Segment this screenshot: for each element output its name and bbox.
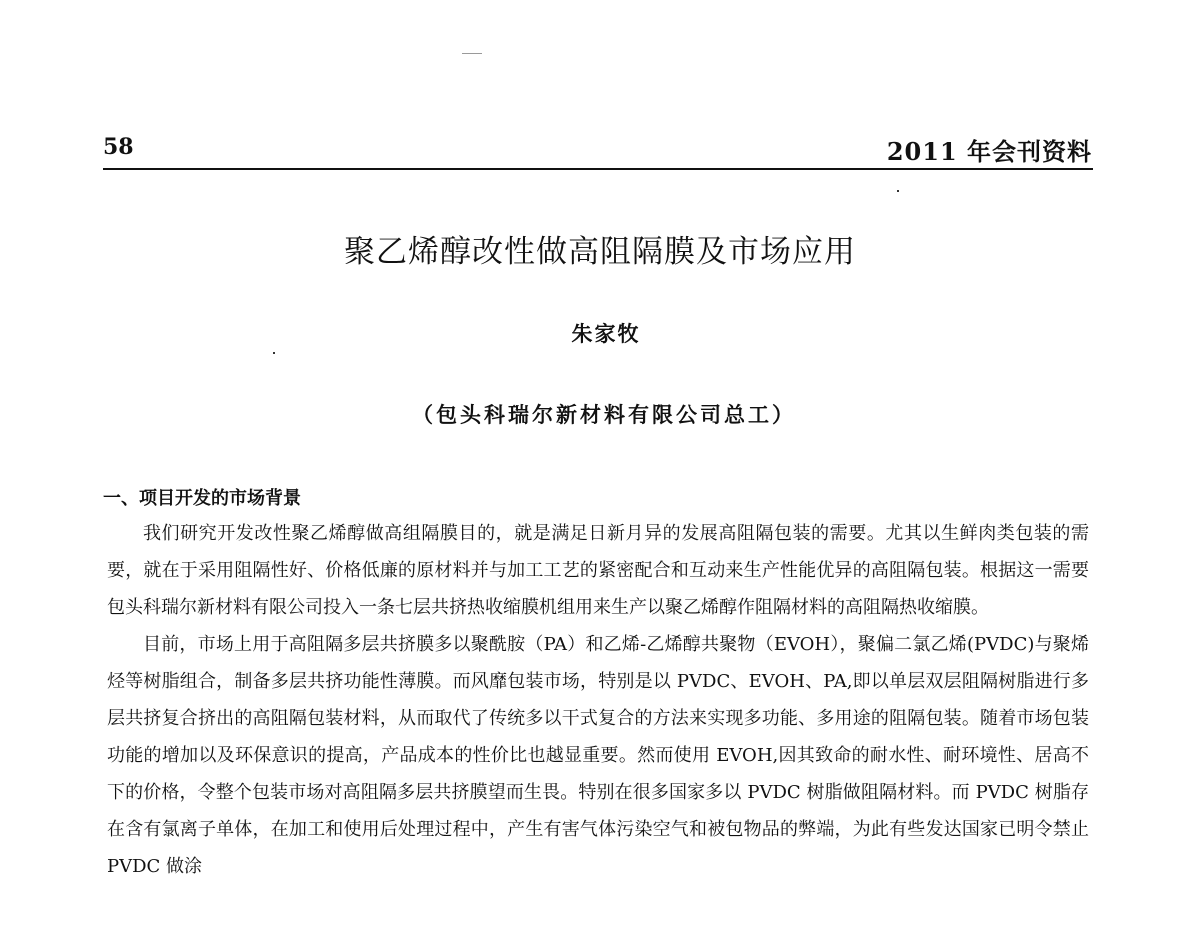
paragraph: 目前，市场上用于高阻隔多层共挤膜多以聚酰胺（PA）和乙烯-乙烯醇共聚物（EVOH），聚偏二氯乙烯(PVDC)与聚烯烃等树脂组合，制备多层共挤功能性薄膜。而风靡包装市场，特别是以 PVDC、EVOH、PA,即以单层双层阻隔树脂进行多层共挤复合挤出的高阻隔包装材料，从而取代了传统多以干式复合的方法来实现多功能、多用途的阻隔包装。随着市场包装功能的增加以及环保意识的提高，产品成本的性价比也越显重要。然而使用 EVOH,因其致命的耐水性、耐环境性、居高不下的价格，令整个包装市场对高阻隔多层共挤膜望而生畏。特别在很多国家多以 PVDC 树脂做阻隔材料。而 PVDC 树脂存在含有氯离子单体，在加工和使用后处理过程中，产生有害气体污染空气和被包物品的弊端，为此有些发达国家已明令禁止 PVDC 做涂 xyxy=(107,634,1089,877)
scan-speck xyxy=(462,53,482,54)
paragraph: 我们研究开发改性聚乙烯醇做高组隔膜目的，就是满足日新月异的发展高阻隔包装的需要。尤其以生鲜肉类包装的需要，就在于采用阻隔性好、价格低廉的原材料并与加工工艺的紧密配合和互动来生产性能优异的高阻隔包装。根据这一需要包头科瑞尔新材料有限公司投入一条七层共挤热收缩膜机组用来生产以聚乙烯醇作阻隔材料的高阻隔热收缩膜。 xyxy=(107,523,1089,618)
page-number: 58 xyxy=(103,134,134,160)
scan-speck xyxy=(273,352,275,354)
section-heading: 一、项目开发的市场背景 xyxy=(103,488,301,509)
header-rule xyxy=(103,168,1093,170)
running-header: 2011 年会刊资料 xyxy=(886,137,1092,166)
scan-speck xyxy=(897,190,899,192)
author-affiliation: （包头科瑞尔新材料有限公司总工） xyxy=(412,402,796,427)
article-title: 聚乙烯醇改性做高阻隔膜及市场应用 xyxy=(344,234,856,270)
author-name: 朱家牧 xyxy=(571,321,641,346)
section-body xyxy=(107,515,1089,885)
